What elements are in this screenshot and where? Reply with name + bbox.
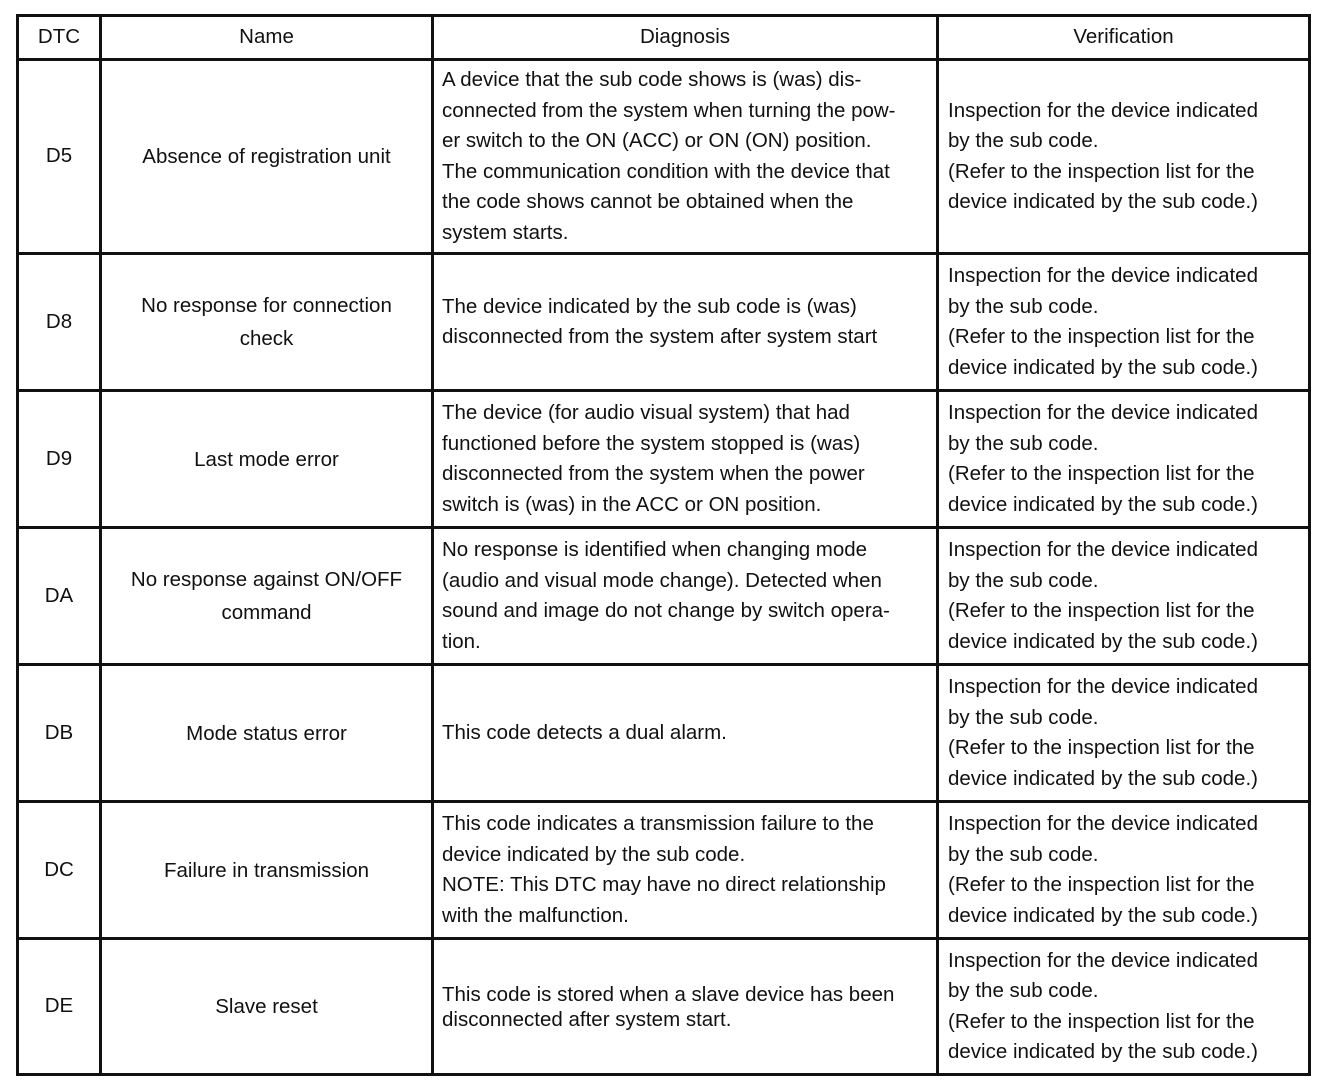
diagnosis-line: disconnected after system start. [442,1007,732,1031]
dtc-diagnosis [433,939,938,1075]
verification-line: device indicated by the sub code.) [948,355,1258,379]
table-header [18,16,1310,60]
dtc-code: D9 [18,391,101,528]
dtc-code: DC [18,802,101,939]
table-row [18,60,1310,254]
dtc-name-line: Last mode error [194,447,339,471]
dtc-code: DB [18,665,101,802]
dtc-diagnosis [433,391,938,528]
dtc-verification [938,665,1310,802]
diagnosis-line: The communication condition with the device that [442,159,890,183]
verification-line: by the sub code. [948,705,1099,729]
verification-line: Inspection for the device indicated [948,675,1258,698]
verification-line: by the sub code. [948,568,1099,592]
dtc-name [101,60,433,254]
dtc-name-line: check [239,327,294,350]
diagnosis-line: connected from the system when turning the pow- [442,98,896,122]
verification-line: Inspection for the device indicated [948,948,1258,972]
diagnosis-line: No response is identified when changing mode [442,538,868,561]
diagnosis-line: switch is (was) in the ACC or ON position. [442,492,822,516]
dtc-name-line: Absence of registration unit [142,145,391,168]
dtc-name [101,802,433,939]
verification-line: device indicated by the sub code.) [948,903,1258,927]
dtc-name [101,391,433,528]
dtc-code: D5 [18,60,101,254]
diagnosis-line: This code indicates a transmission failure to the [442,812,874,835]
dtc-code: D8 [18,254,101,391]
header-diagnosis: Diagnosis [433,16,938,60]
dtc-name-line: Failure in transmission [163,858,370,882]
table-row [18,802,1310,939]
dtc-code: DE [18,939,101,1075]
verification-line: Inspection for the device indicated [948,264,1258,287]
diagnosis-line: This code is stored when a slave device has been [442,982,895,1006]
diagnosis-line: (audio and visual mode change). Detected when [442,568,882,592]
diagnosis-line: The device (for audio visual system) that had [442,401,850,424]
diagnosis-line: er switch to the ON (ACC) or ON (ON) position. [442,129,872,152]
verification-line: (Refer to the inspection list for the [948,873,1255,896]
dtc-verification [938,802,1310,939]
header-dtc: DTC [18,16,101,60]
verification-line: (Refer to the inspection list for the [948,325,1255,348]
verification-line: device indicated by the sub code.) [948,629,1258,653]
verification-line: device indicated by the sub code.) [948,766,1258,790]
dtc-diagnosis [433,802,938,939]
dtc-verification [938,254,1310,391]
diagnosis-line: This code detects a dual alarm. [442,720,727,744]
verification-line: by the sub code. [948,979,1099,1002]
verification-line: by the sub code. [948,431,1099,455]
verification-line: (Refer to the inspection list for the [948,462,1255,485]
verification-line: Inspection for the device indicated [948,812,1258,835]
diagnosis-line: sound and image do not change by switch opera- [442,599,890,622]
diagnosis-line: functioned before the system stopped is (was) [442,431,861,455]
dtc-verification [938,939,1310,1075]
verification-line: by the sub code. [948,294,1099,318]
verification-line: Inspection for the device indicated [948,401,1258,424]
diagnosis-line: The device indicated by the sub code is (was) [442,294,857,318]
diagnosis-line: the code shows cannot be obtained when the [442,190,854,213]
dtc-code: DA [18,528,101,665]
dtc-name-line: command [221,601,312,624]
verification-line: device indicated by the sub code.) [948,1040,1258,1063]
diagnosis-line: device indicated by the sub code. [442,842,746,866]
verification-line: (Refer to the inspection list for the [948,1009,1255,1033]
dtc-table [16,14,1311,1076]
dtc-name-line: Slave reset [215,995,318,1018]
diagnosis-line: disconnected from the system when the power [442,462,865,485]
diagnosis-line: tion. [442,629,481,653]
dtc-name [101,665,433,802]
verification-line: by the sub code. [948,842,1099,866]
diagnosis-line: system starts. [442,220,569,244]
verification-line: device indicated by the sub code.) [948,190,1258,213]
diagnosis-line: A device that the sub code shows is (was) dis- [442,68,862,91]
verification-line: by the sub code. [948,129,1099,152]
table-row [18,391,1310,528]
dtc-name [101,939,433,1075]
dtc-diagnosis [433,528,938,665]
diagnosis-line: with the malfunction. [442,903,629,927]
dtc-name [101,254,433,391]
dtc-name-line: Mode status error [186,721,347,745]
dtc-diagnosis [433,60,938,254]
table-body [18,60,1310,1075]
dtc-verification [938,60,1310,254]
diagnosis-line: disconnected from the system after system start [442,325,878,348]
dtc-name [101,528,433,665]
dtc-verification [938,528,1310,665]
table-row [18,665,1310,802]
verification-line: (Refer to the inspection list for the [948,159,1255,183]
dtc-diagnosis [433,254,938,391]
dtc-name-line: No response against ON/OFF [130,568,403,591]
verification-line: (Refer to the inspection list for the [948,736,1255,759]
verification-line: Inspection for the device indicated [948,538,1258,561]
verification-line: device indicated by the sub code.) [948,492,1258,516]
header-row [18,16,1310,60]
table-row [18,939,1310,1075]
diagnosis-line: NOTE: This DTC may have no direct relationship [442,873,886,896]
table-row [18,528,1310,665]
table-row [18,254,1310,391]
dtc-name-line: No response for connection [141,294,392,317]
header-verification: Verification [938,16,1310,60]
header-name: Name [101,16,433,60]
dtc-diagnosis [433,665,938,802]
verification-line: (Refer to the inspection list for the [948,599,1255,622]
verification-line: Inspection for the device indicated [948,98,1258,122]
dtc-verification [938,391,1310,528]
